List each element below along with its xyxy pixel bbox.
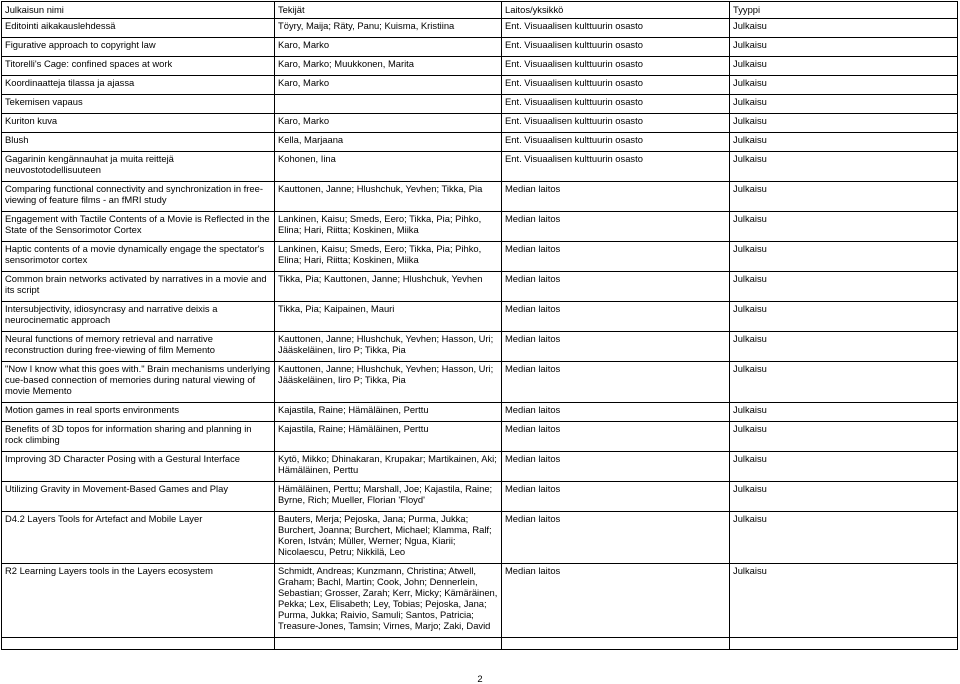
cell-authors: Tikka, Pia; Kauttonen, Janne; Hlushchuk, Yevhen — [275, 272, 502, 302]
cell-unit: Median laitos — [502, 212, 730, 242]
cell-authors: Kytö, Mikko; Dhinakaran, Krupakar; Martikainen, Aki; Hämäläinen, Perttu — [275, 452, 502, 482]
cell-unit: Ent. Visuaalisen kulttuurin osasto — [502, 19, 730, 38]
cell-title: Engagement with Tactile Contents of a Movie is Reflected in the State of the Sensorimotor Cortex — [2, 212, 275, 242]
cell-authors: Tikka, Pia; Kaipainen, Mauri — [275, 302, 502, 332]
cell-title: Haptic contents of a movie dynamically engage the spectator's sensorimotor cortex — [2, 242, 275, 272]
cell-authors: Kauttonen, Janne; Hlushchuk, Yevhen; Hasson, Uri; Jääskeläinen, Iiro P; Tikka, Pia — [275, 332, 502, 362]
header-unit: Laitos/yksikkö — [502, 2, 730, 19]
cell-unit: Median laitos — [502, 512, 730, 564]
cell-unit: Ent. Visuaalisen kulttuurin osasto — [502, 57, 730, 76]
cell-type: Julkaisu — [730, 152, 958, 182]
cell-authors: Hämäläinen, Perttu; Marshall, Joe; Kajastila, Raine; Byrne, Rich; Mueller, Florian 'Floyd' — [275, 482, 502, 512]
cell-type: Julkaisu — [730, 182, 958, 212]
table-row — [2, 512, 958, 564]
cell-authors: Bauters, Merja; Pejoska, Jana; Purma, Jukka; Burchert, Joanna; Burchert, Michael; Klamma, Ralf; Koren, István; Müller, Werner; Ngua, Kiarii; Nicolaescu, Petru; Nikkilä, Leo — [275, 512, 502, 564]
cell-title: Neural functions of memory retrieval and narrative reconstruction during free-viewing of film Memento — [2, 332, 275, 362]
cell-authors: Kohonen, Iina — [275, 152, 502, 182]
cell-unit: Ent. Visuaalisen kulttuurin osasto — [502, 133, 730, 152]
cell-unit: Median laitos — [502, 182, 730, 212]
table-row — [2, 452, 958, 482]
cell-type: Julkaisu — [730, 362, 958, 403]
cell-unit: Median laitos — [502, 362, 730, 403]
cell-type: Julkaisu — [730, 38, 958, 57]
table-filler-row — [2, 638, 958, 650]
header-authors: Tekijät — [275, 2, 502, 19]
cell-type: Julkaisu — [730, 114, 958, 133]
cell-title: "Now I know what this goes with." Brain mechanisms underlying cue-based connection of memories during natural viewing of movie Memento — [2, 362, 275, 403]
table-row — [2, 57, 958, 76]
cell-title: Common brain networks activated by narratives in a movie and its script — [2, 272, 275, 302]
cell-type: Julkaisu — [730, 95, 958, 114]
header-type: Tyyppi — [730, 2, 958, 19]
cell-unit: Median laitos — [502, 452, 730, 482]
cell-authors: Lankinen, Kaisu; Smeds, Eero; Tikka, Pia; Pihko, Elina; Hari, Riitta; Koskinen, Miika — [275, 212, 502, 242]
cell-type: Julkaisu — [730, 19, 958, 38]
cell-authors: Schmidt, Andreas; Kunzmann, Christina; Atwell, Graham; Bachl, Martin; Cook, John; Dennerlein, Sebastian; Grosser, Zarah; Kerr, Micky; Kämäräinen, Pekka; Lex, Elisabeth; Ley, Tobias; Pejoska, Jana; Purma, Jukka; Raivio, Samuli; Santos, Patricia; Treasure-Jones, Tamsin; Virnes, Marjo; Zaki, David — [275, 564, 502, 638]
cell-authors: Kauttonen, Janne; Hlushchuk, Yevhen; Hasson, Uri; Jääskeläinen, Iiro P; Tikka, Pia — [275, 362, 502, 403]
cell-type: Julkaisu — [730, 57, 958, 76]
cell-type: Julkaisu — [730, 512, 958, 564]
cell-authors: Karo, Marko — [275, 76, 502, 95]
cell-title: Editointi aikakauslehdessä — [2, 19, 275, 38]
cell-type: Julkaisu — [730, 332, 958, 362]
cell-unit: Median laitos — [502, 482, 730, 512]
table-row — [2, 114, 958, 133]
cell-title: D4.2 Layers Tools for Artefact and Mobile Layer — [2, 512, 275, 564]
cell-title: Gagarinin kengännauhat ja muita reittejä neuvostotodellisuuteen — [2, 152, 275, 182]
cell-title: Comparing functional connectivity and synchronization in free-viewing of feature films - an fMRI study — [2, 182, 275, 212]
cell-authors: Karo, Marko; Muukkonen, Marita — [275, 57, 502, 76]
cell-type: Julkaisu — [730, 76, 958, 95]
cell-type: Julkaisu — [730, 452, 958, 482]
publications-table — [1, 1, 958, 650]
table-row — [2, 242, 958, 272]
cell-title: Koordinaatteja tilassa ja ajassa — [2, 76, 275, 95]
cell-unit: Median laitos — [502, 403, 730, 422]
table-body — [2, 19, 958, 650]
table-row — [2, 332, 958, 362]
cell-title: Blush — [2, 133, 275, 152]
cell-authors: Kajastila, Raine; Hämäläinen, Perttu — [275, 403, 502, 422]
cell-unit: Ent. Visuaalisen kulttuurin osasto — [502, 76, 730, 95]
table-row — [2, 482, 958, 512]
header-title: Julkaisun nimi — [2, 2, 275, 19]
cell-type: Julkaisu — [730, 403, 958, 422]
cell-authors: Karo, Marko — [275, 114, 502, 133]
cell-unit: Median laitos — [502, 422, 730, 452]
cell-title: Benefits of 3D topos for information sharing and planning in rock climbing — [2, 422, 275, 452]
empty-cell — [502, 638, 730, 650]
cell-title: Tekemisen vapaus — [2, 95, 275, 114]
cell-title: Improving 3D Character Posing with a Gestural Interface — [2, 452, 275, 482]
cell-type: Julkaisu — [730, 133, 958, 152]
cell-type: Julkaisu — [730, 302, 958, 332]
cell-unit: Ent. Visuaalisen kulttuurin osasto — [502, 38, 730, 57]
cell-type: Julkaisu — [730, 564, 958, 638]
table-row — [2, 272, 958, 302]
table-row — [2, 564, 958, 638]
table-row — [2, 362, 958, 403]
cell-type: Julkaisu — [730, 272, 958, 302]
cell-authors: Töyry, Maija; Räty, Panu; Kuisma, Kristiina — [275, 19, 502, 38]
cell-unit: Median laitos — [502, 332, 730, 362]
table-row — [2, 182, 958, 212]
table-row — [2, 95, 958, 114]
cell-unit: Ent. Visuaalisen kulttuurin osasto — [502, 95, 730, 114]
cell-title: Figurative approach to copyright law — [2, 38, 275, 57]
table-row — [2, 38, 958, 57]
cell-authors: Kella, Marjaana — [275, 133, 502, 152]
table-row — [2, 212, 958, 242]
table-header-row — [2, 2, 958, 19]
table-row — [2, 76, 958, 95]
cell-authors: Karo, Marko — [275, 38, 502, 57]
cell-title: Utilizing Gravity in Movement-Based Games and Play — [2, 482, 275, 512]
cell-authors: Lankinen, Kaisu; Smeds, Eero; Tikka, Pia; Pihko, Elina; Hari, Riitta; Koskinen, Miika — [275, 242, 502, 272]
cell-title: Kuriton kuva — [2, 114, 275, 133]
cell-unit: Ent. Visuaalisen kulttuurin osasto — [502, 152, 730, 182]
cell-unit: Ent. Visuaalisen kulttuurin osasto — [502, 114, 730, 133]
cell-type: Julkaisu — [730, 242, 958, 272]
cell-unit: Median laitos — [502, 272, 730, 302]
table-row — [2, 422, 958, 452]
cell-authors — [275, 95, 502, 114]
table-row — [2, 302, 958, 332]
cell-unit: Median laitos — [502, 564, 730, 638]
cell-title: Titorelli's Cage: confined spaces at work — [2, 57, 275, 76]
cell-title: Intersubjectivity, idiosyncrasy and narrative deixis a neurocinematic approach — [2, 302, 275, 332]
cell-unit: Median laitos — [502, 302, 730, 332]
cell-type: Julkaisu — [730, 212, 958, 242]
page-number: 2 — [477, 673, 483, 684]
cell-type: Julkaisu — [730, 482, 958, 512]
table-row — [2, 403, 958, 422]
cell-authors: Kajastila, Raine; Hämäläinen, Perttu — [275, 422, 502, 452]
cell-type: Julkaisu — [730, 422, 958, 452]
empty-cell — [730, 638, 958, 650]
empty-cell — [2, 638, 275, 650]
empty-cell — [275, 638, 502, 650]
cell-authors: Kauttonen, Janne; Hlushchuk, Yevhen; Tikka, Pia — [275, 182, 502, 212]
cell-title: Motion games in real sports environments — [2, 403, 275, 422]
table-row — [2, 133, 958, 152]
cell-unit: Median laitos — [502, 242, 730, 272]
table-row — [2, 152, 958, 182]
cell-title: R2 Learning Layers tools in the Layers ecosystem — [2, 564, 275, 638]
table-row — [2, 19, 958, 38]
